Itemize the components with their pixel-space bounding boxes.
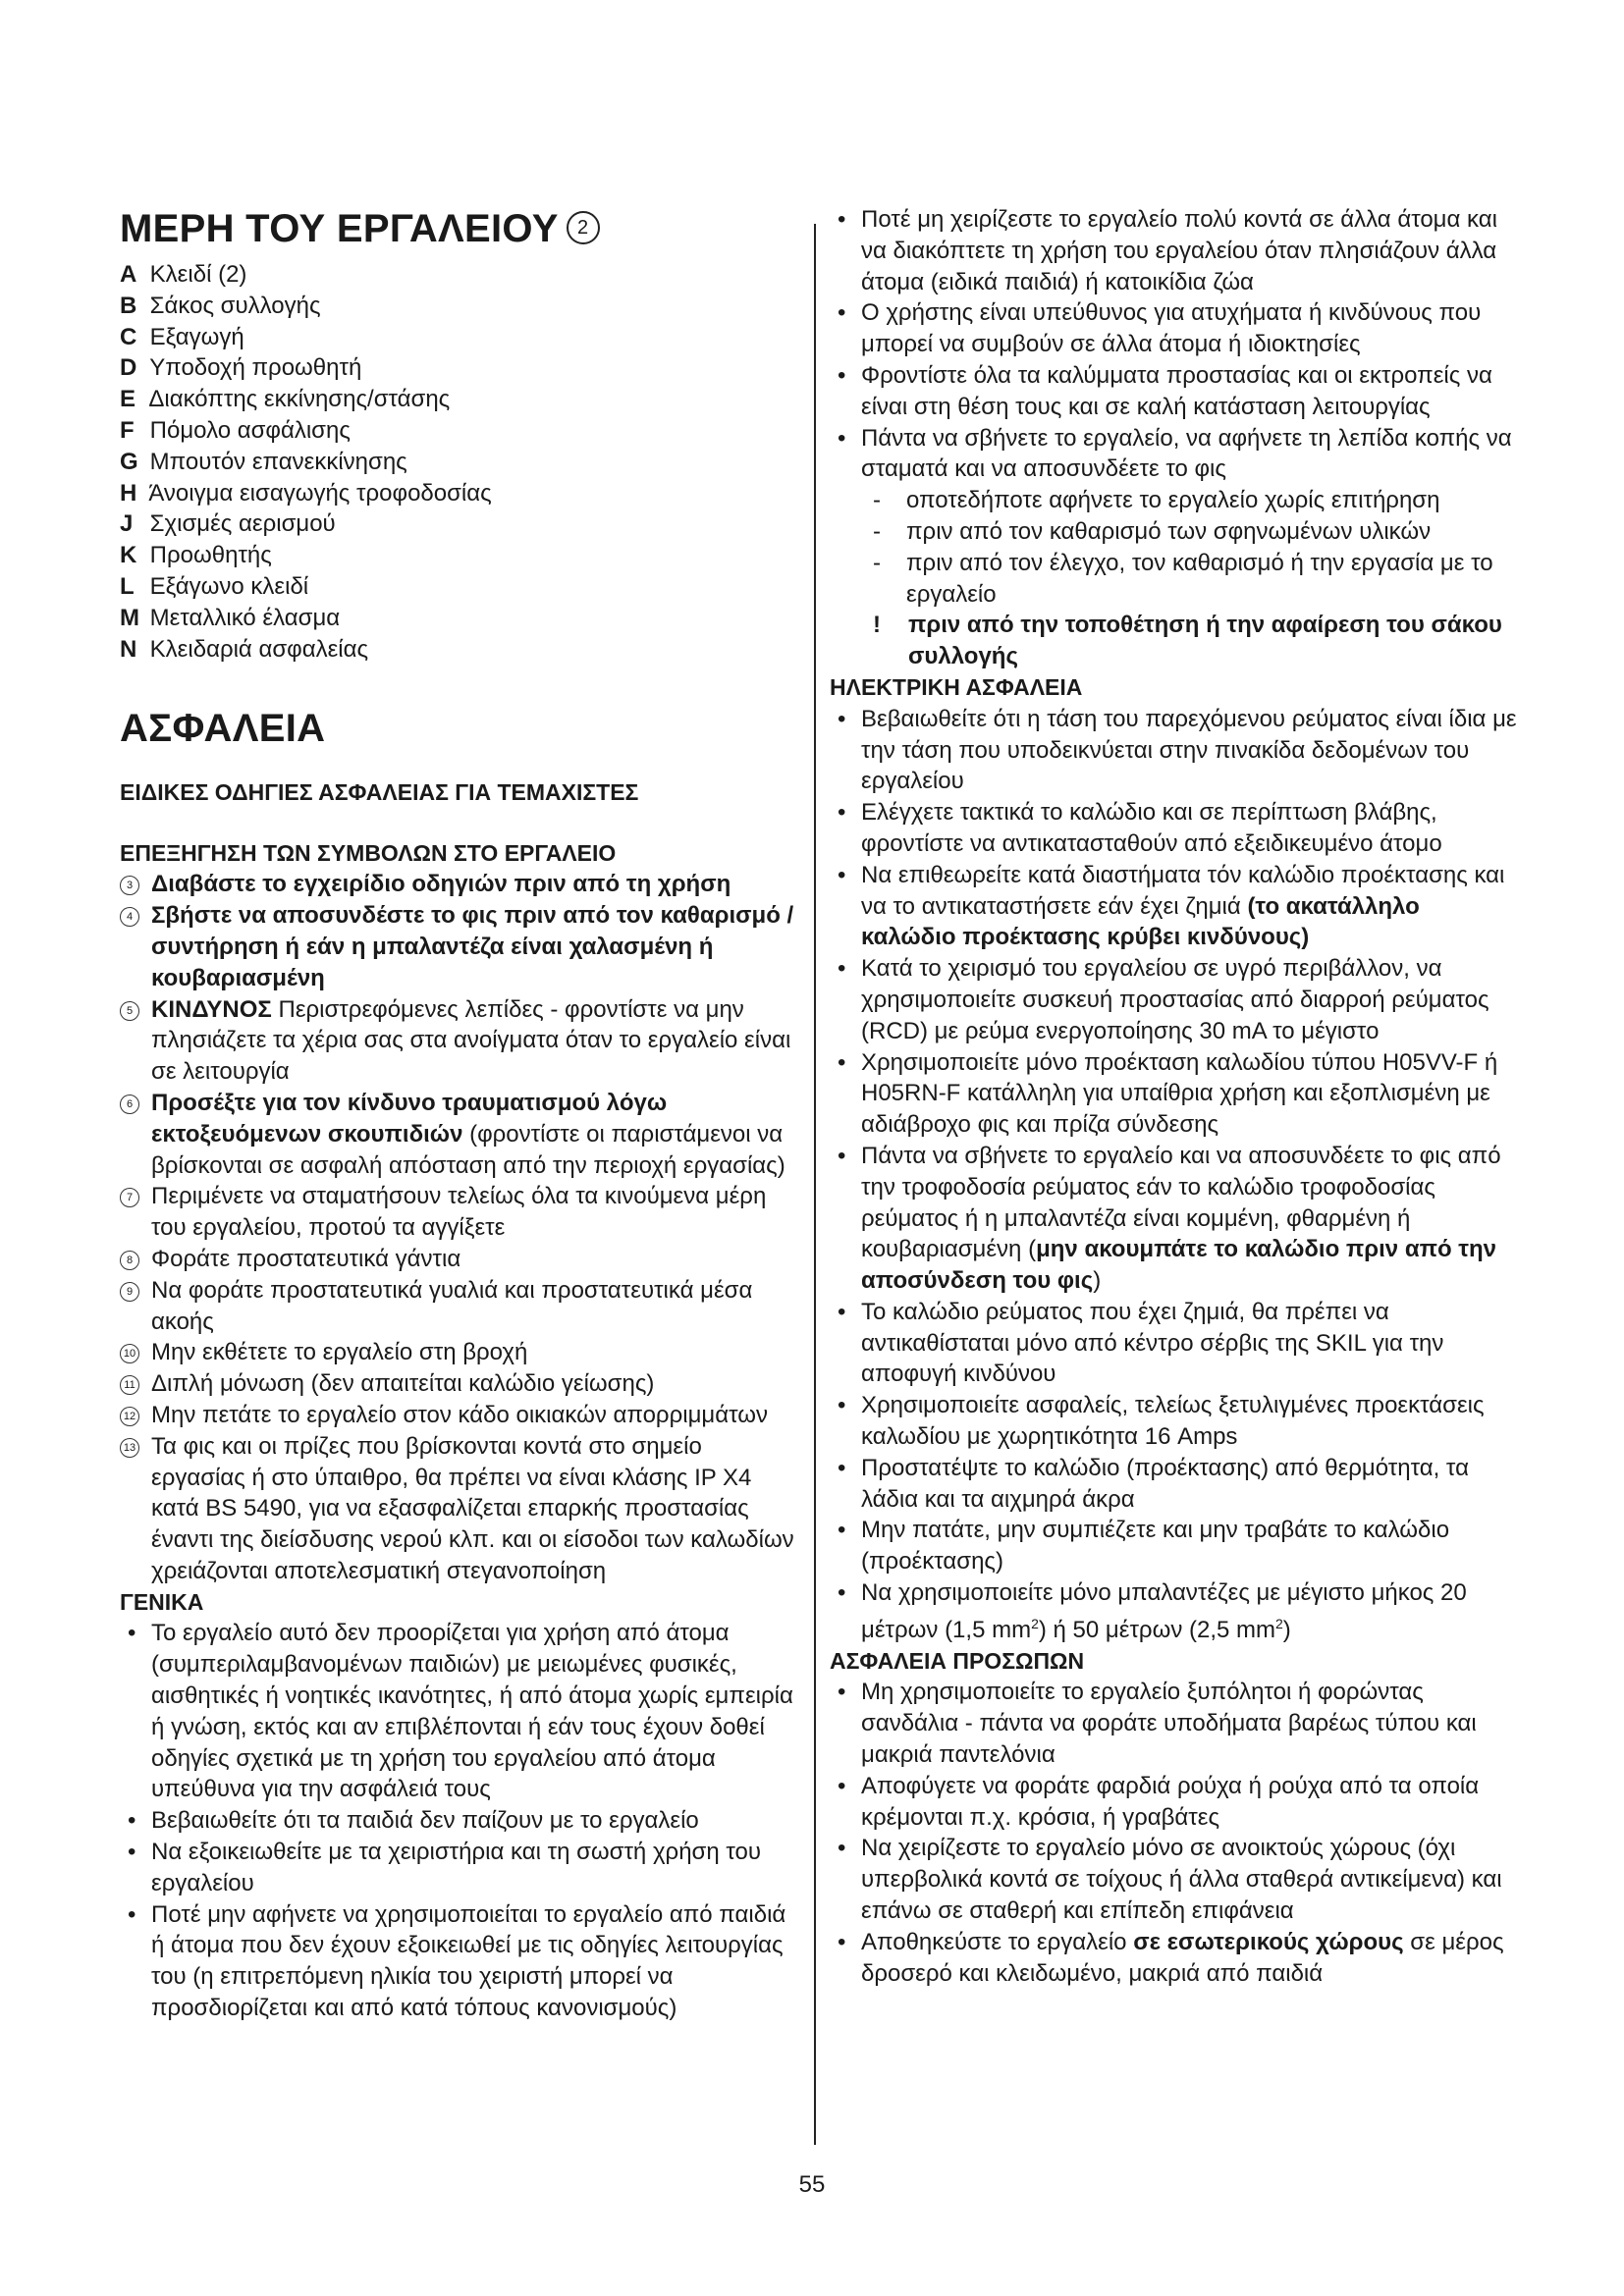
list-item: J Σχισμές αερισμού <box>120 510 336 538</box>
symbol-number-icon: 10 <box>120 1344 139 1363</box>
list-item: C Εξαγωγή <box>120 323 244 350</box>
general-heading: ΓΕΝΙΚΑ <box>120 1588 204 1615</box>
list-item: • Να χειρίζεστε το εργαλείο μόνο σε ανοικτούς χώρους (όχι υπερβολικά κοντά σε τοίχους ή άλλα σταθερά αντικείμενα) και επάνω σε σταθερή και επίπεδη επιφάνεια <box>830 1833 1517 1926</box>
list-item: H Άνοιγμα εισαγωγής τροφοδοσίας <box>120 479 492 507</box>
dash-item: - πριν από τον καθαρισμό των σφηνωμένων υλικών <box>830 516 1517 548</box>
list-item: • Ελέγχετε τακτικά το καλώδιο και σε περίπτωση βλάβης, φροντίστε να αντικατασταθούν από εξειδικευμένο άτομο <box>830 797 1517 860</box>
list-item: G Μπουτόν επανεκκίνησης <box>120 448 407 475</box>
parts-heading: ΜΕΡΗ ΤΟΥ ΕΡΓΑΛΕΙΟΥ 2 <box>120 204 797 253</box>
list-item: N Κλειδαριά ασφαλείας <box>120 635 369 663</box>
list-item: D Υποδοχή προωθητή <box>120 354 362 382</box>
safety-heading: ΑΣΦΑΛΕΙΑ <box>120 707 326 751</box>
symbol-item: 7 Περιμένετε να σταματήσουν τελείως όλα τα κινούμενα μέρη του εργαλείου, προτού τα αγγίξετε <box>120 1181 797 1244</box>
column-divider <box>814 224 816 2145</box>
symbol-number-icon: 7 <box>120 1188 139 1207</box>
symbol-number-icon: 3 <box>120 876 139 895</box>
symbol-item: 10 Μην εκθέτετε το εργαλείο στη βροχή <box>120 1337 797 1368</box>
list-item: • Φροντίστε όλα τα καλύμματα προστασίας και οι εκτροπείς να είναι στη θέση τους και σε καλή κατάσταση λειτουργίας <box>830 360 1517 423</box>
list-item: • Να χρησιμοποιείτε μόνο μπαλαντέζες με μέγιστο μήκος 20 μέτρων (1,5 $mm^2$) ή 50 μέτρων (2,5 $mm^2$) <box>830 1577 1517 1646</box>
list-item: • Αποθηκεύστε το εργαλείο σε εσωτερικούς χώρους σε μέρος δροσερό και κλειδωμένο, μακριά από παιδιά <box>830 1927 1517 1990</box>
list-item: A Κλειδί (2) <box>120 261 247 288</box>
left-column <box>120 204 797 2024</box>
list-item: • Πάντα να σβήνετε το εργαλείο και να αποσυνδέετε το φις από την τροφοδοσία ρεύματος εάν το καλώδιο τροφοδοσίας ρεύματος ή η μπαλαντέζα είναι κομμένη, φθαρμένη ή κουβαριασμένη (μην ακουμπάτε το καλώδιο πριν από την αποσύνδεση του φις) <box>830 1141 1517 1297</box>
symbol-item: 11 Διπλή μόνωση (δεν απαιτείται καλώδιο γείωσης) <box>120 1368 797 1400</box>
list-item: • Χρησιμοποιείτε ασφαλείς, τελείως ξετυλιγμένες προεκτάσεις καλωδίου με χωρητικότητα 16 Amps <box>830 1390 1517 1453</box>
dash-item: - οποτεδήποτε αφήνετε το εργαλείο χωρίς επιτήρηση <box>830 485 1517 516</box>
symbol-item: 6 Προσέξτε για τον κίνδυνο τραυματισμού λόγω εκτοξευόμενων σκουπιδιών (φροντίστε οι παριστάμενοι να βρίσκονται σε ασφαλή απόσταση από την περιοχή εργασίας) <box>120 1088 797 1181</box>
figure-ref-badge: 2 <box>567 211 600 244</box>
list-item: K Προωθητής <box>120 542 272 569</box>
right-column <box>830 204 1517 1989</box>
symbol-number-icon: 11 <box>120 1375 139 1395</box>
symbol-item: 3 Διαβάστε το εγχειρίδιο οδηγιών πριν από τη χρήση <box>120 869 797 900</box>
list-item: • Προστατέψτε το καλώδιο (προέκτασης) από θερμότητα, τα λάδια και τα αιχμηρά άκρα <box>830 1453 1517 1516</box>
dash-item: - πριν από τον έλεγχο, τον καθαρισμό ή την εργασία με το εργαλείο <box>830 548 1517 611</box>
list-item: • Ποτέ μη χειρίζεστε το εργαλείο πολύ κοντά σε άλλα άτομα και να διακόπτετε τη χρήση του εργαλείου όταν πλησιάζουν άλλα άτομα (ειδικά παιδιά) ή κατοικίδια ζώα <box>830 204 1517 297</box>
personal-safety-heading: ΑΣΦΑΛΕΙΑ ΠΡΟΣΩΠΩΝ <box>830 1647 1085 1674</box>
list-item: E Διακόπτης εκκίνησης/στάσης <box>120 386 451 413</box>
list-item: • Μη χρησιμοποιείτε το εργαλείο ξυπόλητοι ή φορώντας σανδάλια - πάντα να φοράτε υποδήματα βαρέως τύπου και μακριά παντελόνια <box>830 1677 1517 1770</box>
list-item: L Εξάγωνο κλειδί <box>120 572 309 600</box>
list-item: • Βεβαιωθείτε ότι τα παιδιά δεν παίζουν με το εργαλείο <box>120 1805 797 1837</box>
list-item: • Πάντα να σβήνετε το εργαλείο, να αφήνετε τη λεπίδα κοπής να σταματά και να αποσυνδέετε το φις <box>830 423 1517 486</box>
list-item: • Αποφύγετε να φοράτε φαρδιά ρούχα ή ρούχα από τα οποία κρέμονται π.χ. κρόσια, ή γραβάτες <box>830 1771 1517 1834</box>
list-item: M Μεταλλικό έλασμα <box>120 604 341 631</box>
symbol-item: 12 Μην πετάτε το εργαλείο στον κάδο οικιακών απορριμμάτων <box>120 1400 797 1431</box>
symbol-item: 5 ΚΙΝΔΥΝΟΣ Περιστρεφόμενες λεπίδες - φροντίστε να μην πλησιάζετε τα χέρια σας στα ανοίγματα όταν το εργαλείο είναι σε λειτουργία <box>120 994 797 1088</box>
list-item: • Το καλώδιο ρεύματος που έχει ζημιά, θα πρέπει να αντικαθίσταται μόνο από κέντρο σέρβις της SKIL για την αποφυγή κινδύνου <box>830 1297 1517 1390</box>
list-item: • Μην πατάτε, μην συμπιέζετε και μην τραβάτε το καλώδιο (προέκτασης) <box>830 1515 1517 1577</box>
list-item: • Βεβαιωθείτε ότι η τάση του παρεχόμενου ρεύματος είναι ίδια με την τάση που υποδεικνύεται στην πινακίδα δεδομένων του εργαλείου <box>830 704 1517 797</box>
warning-item: ! πριν από την τοποθέτηση ή την αφαίρεση του σάκου συλλογής <box>830 610 1517 672</box>
list-item: • Το εργαλείο αυτό δεν προορίζεται για χρήση από άτομα (συμπεριλαμβανομένων παιδιών) με μειωμένες φυσικές, αισθητικές ή νοητικές ικανότητες, ή από άτομα χωρίς εμπειρία ή γνώση, εκτός και αν επιβλέπονται ή εάν τους έχουν δοθεί οδηγίες σχετικά με τη χρήση του εργαλείου από άτομα υπεύθυνα για την ασφάλειά τους <box>120 1618 797 1805</box>
list-item: B Σάκος συλλογής <box>120 292 321 319</box>
list-item: • Χρησιμοποιείτε μόνο προέκταση καλωδίου τύπου H05VV-F ή H05RN-F κατάλληλη για υπαίθρια χρήση και εξοπλισμένη με αδιάβροχο φις και πρίζα σύνδεσης <box>830 1047 1517 1141</box>
list-item: • Ποτέ μην αφήνετε να χρησιμοποιείται το εργαλείο από παιδιά ή άτομα που δεν έχουν εξοικειωθεί με τις οδηγίες λειτουργίας του (η επιτρεπόμενη ηλικία του χειριστή μπορεί να προσδιορίζεται και από κατά τόπους κανονισμούς) <box>120 1899 797 2024</box>
list-item: • Ο χρήστης είναι υπεύθυνος για ατυχήματα ή κινδύνους που μπορεί να συμβούν σε άλλα άτομα ή ιδιοκτησίες <box>830 297 1517 360</box>
page-number: 55 <box>798 2171 826 2198</box>
symbol-number-icon: 6 <box>120 1095 139 1114</box>
list-item: • Να εξοικειωθείτε με τα χειριστήρια και τη σωστή χρήση του εργαλείου <box>120 1837 797 1899</box>
symbol-item: 9 Να φοράτε προστατευτικά γυαλιά και προστατευτικά μέσα ακοής <box>120 1275 797 1338</box>
safety-subtitle: ΕΙΔΙΚΕΣ ΟΔΗΓΙΕΣ ΑΣΦΑΛΕΙΑΣ ΓΙΑ ΤΕΜΑΧΙΣΤΕΣ <box>120 779 639 806</box>
symbol-number-icon: 4 <box>120 907 139 927</box>
symbol-item: 8 Φοράτε προστατευτικά γάντια <box>120 1244 797 1275</box>
list-item: F Πόμολο ασφάλισης <box>120 416 351 444</box>
symbol-number-icon: 5 <box>120 1001 139 1021</box>
list-item: • Κατά το χειρισμό του εργαλείου σε υγρό περιβάλλον, να χρησιμοποιείτε συσκευή προστασίας από διαρροή ρεύματος (RCD) με ρεύμα ενεργοποίησης 30 mA το μέγιστο <box>830 953 1517 1046</box>
symbols-heading: ΕΠΕΞΗΓΗΣΗ ΤΩΝ ΣΥΜΒΟΛΩΝ ΣΤΟ ΕΡΓΑΛΕΙΟ <box>120 840 617 867</box>
symbol-number-icon: 12 <box>120 1407 139 1426</box>
list-item: • Να επιθεωρείτε κατά διαστήματα τόν καλώδιο προέκτασης και να το αντικαταστήσετε εάν έχει ζημιά (το ακατάλληλο καλώδιο προέκτασης κρύβει κινδύνους) <box>830 860 1517 953</box>
symbol-item: 4 Σβήστε να αποσυνδέστε το φις πριν από τον καθαρισμό / συντήρηση ή εάν η μπαλαντέζα είναι χαλασμένη ή κουβαριασμένη <box>120 900 797 993</box>
parts-list <box>120 259 797 665</box>
electrical-heading: ΗΛΕΚΤΡΙΚΗ ΑΣΦΑΛΕΙΑ <box>830 673 1083 700</box>
symbol-number-icon: 13 <box>120 1438 139 1458</box>
symbol-item: 13 Τα φις και οι πρίζες που βρίσκονται κοντά στο σημείο εργασίας ή στο ύπαιθρο, θα πρέπει να είναι κλάσης IP X4 κατά BS 5490, για να εξασφαλίζεται επαρκής προστασίας έναντι της διείσδυσης νερού κλπ. και οι είσοδοι των καλωδίων χρειάζονται αποτελεσματική στεγανοποίηση <box>120 1431 797 1587</box>
symbol-number-icon: 8 <box>120 1251 139 1270</box>
symbol-number-icon: 9 <box>120 1282 139 1302</box>
